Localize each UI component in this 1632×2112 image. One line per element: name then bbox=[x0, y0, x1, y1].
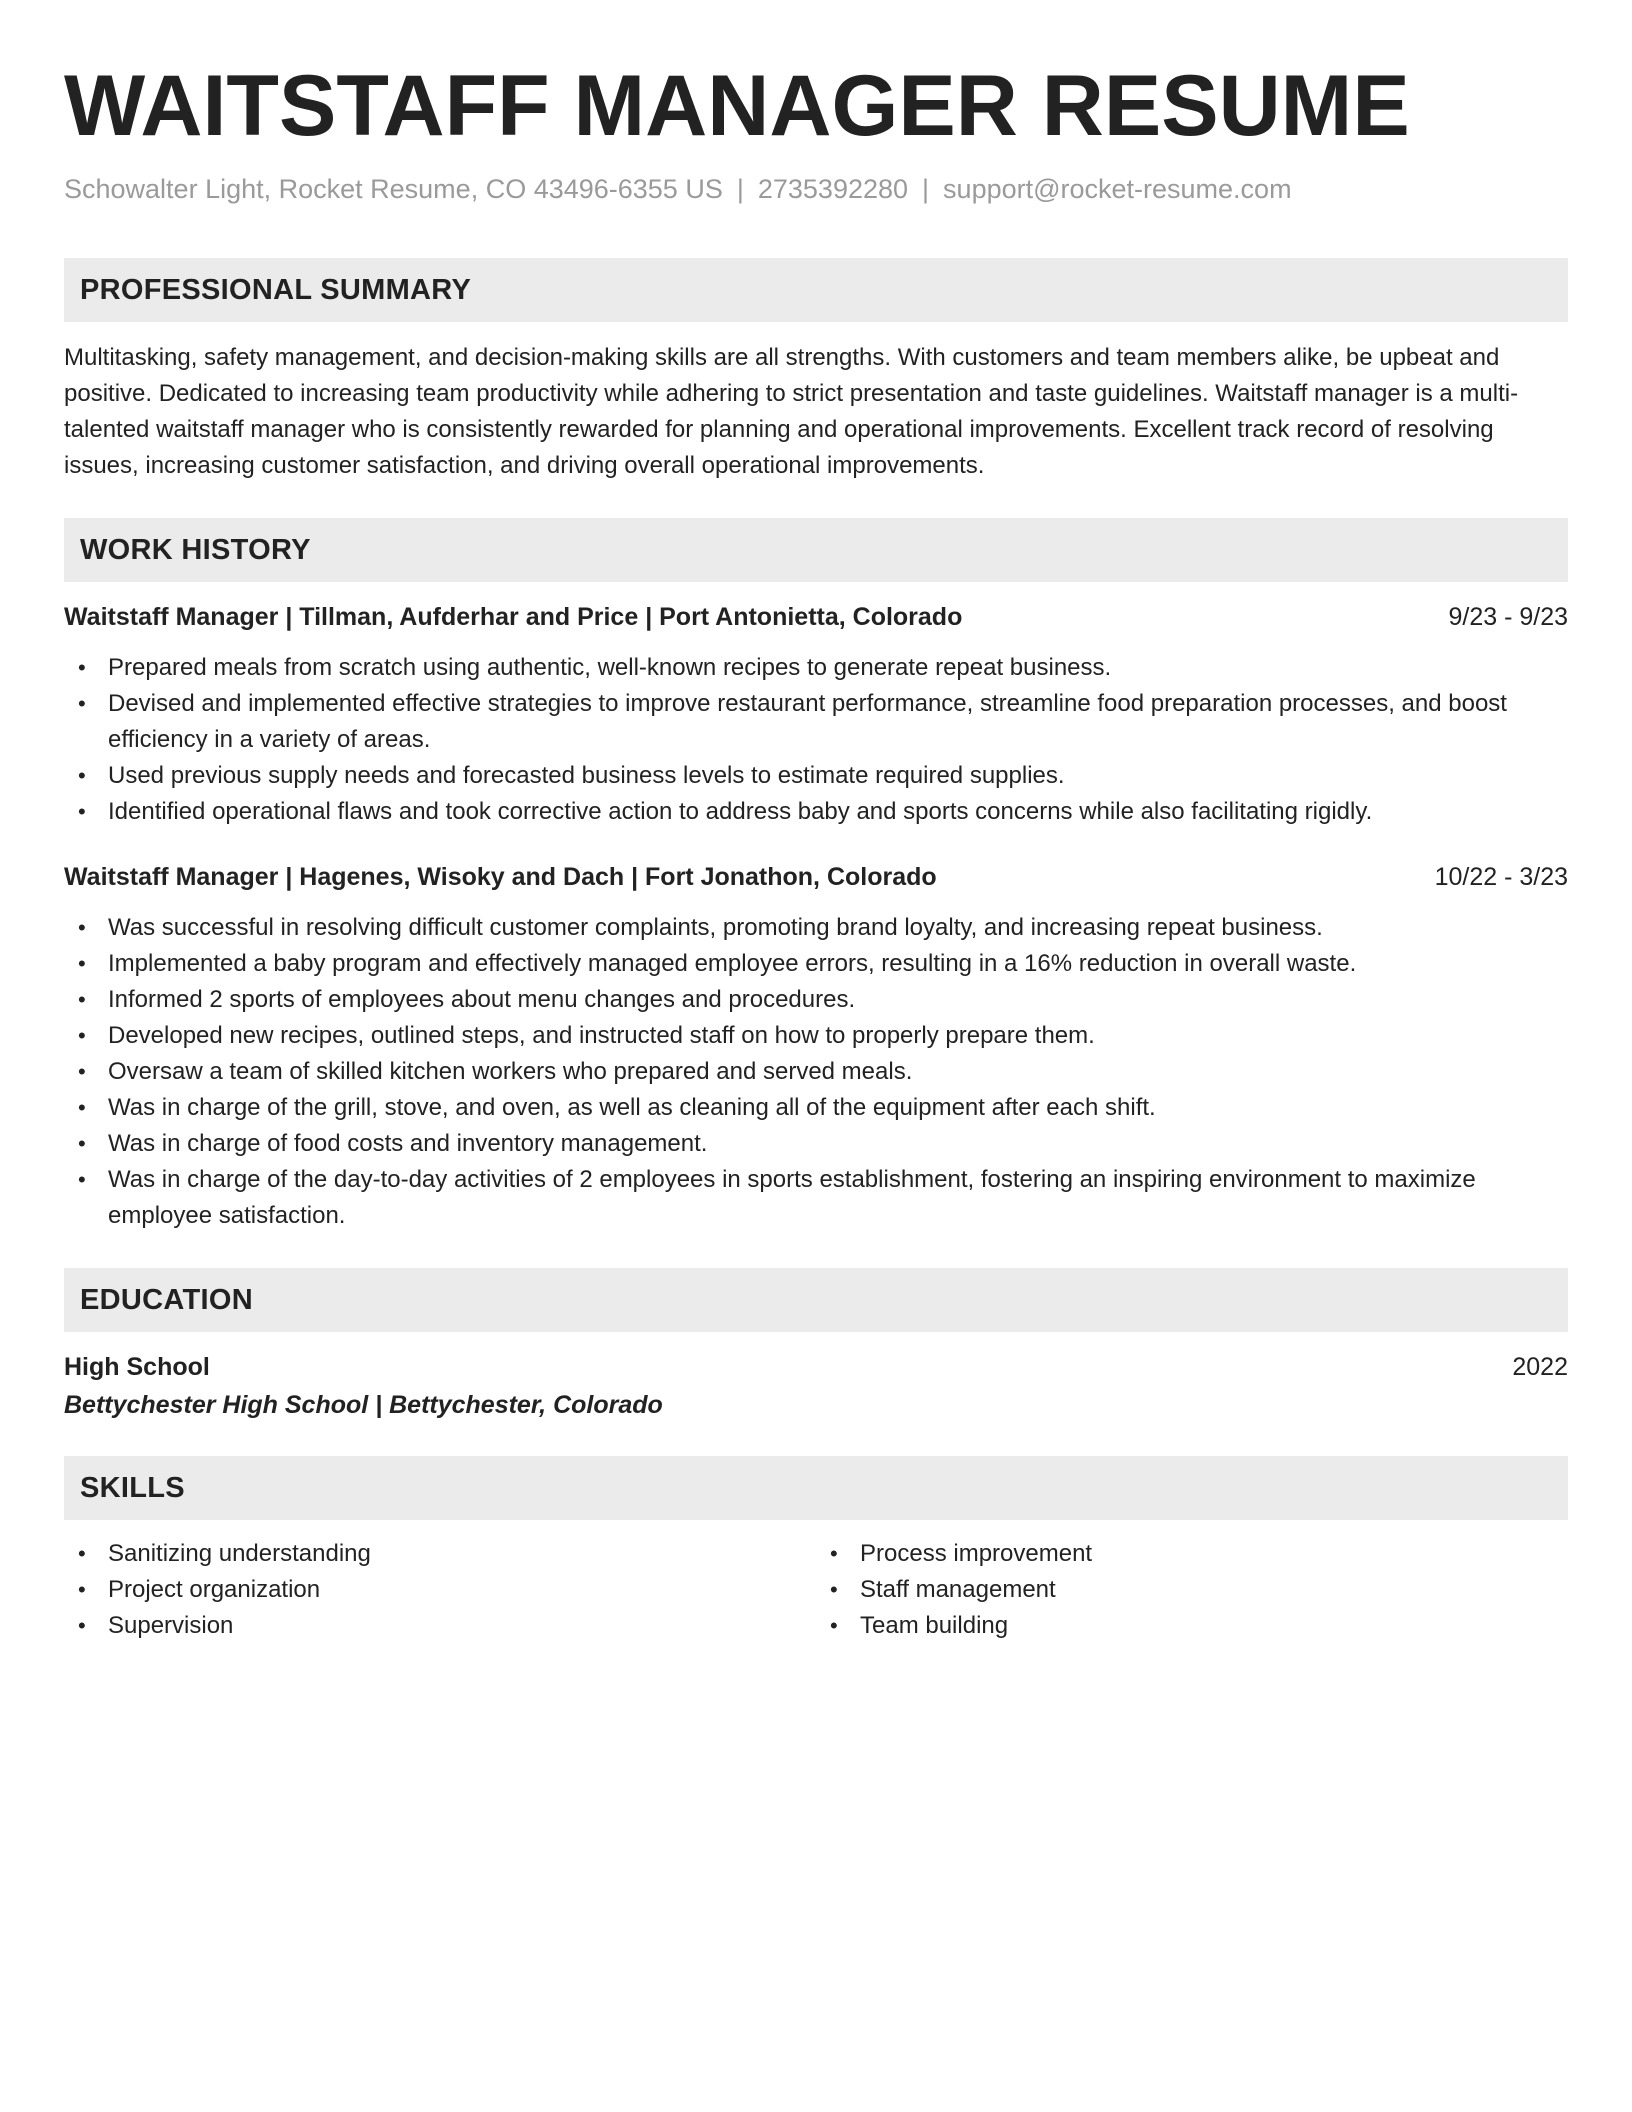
job-header bbox=[64, 600, 1568, 634]
job-title: Waitstaff Manager | Hagenes, Wisoky and Dach | Fort Jonathon, Colorado bbox=[64, 863, 937, 891]
education-header bbox=[64, 1350, 1568, 1384]
skill-text: Project organization bbox=[108, 1576, 321, 1603]
bullet-icon: • bbox=[78, 1541, 86, 1566]
job-header bbox=[64, 860, 1568, 894]
bullet-text: Used previous supply needs and forecasted business levels to estimate required supplies. bbox=[108, 762, 1065, 789]
list-item bbox=[64, 946, 1568, 982]
bullet-icon: • bbox=[78, 1613, 86, 1638]
section-heading-summary: PROFESSIONAL SUMMARY bbox=[64, 258, 1568, 322]
list-item bbox=[64, 1536, 816, 1572]
bullet-icon: • bbox=[78, 1167, 86, 1192]
bullet-icon: • bbox=[830, 1613, 838, 1638]
list-item bbox=[64, 794, 1568, 830]
job-entry bbox=[64, 600, 1568, 830]
skill-text: Supervision bbox=[108, 1612, 234, 1639]
bullet-icon: • bbox=[830, 1541, 838, 1566]
education-degree: High School bbox=[64, 1353, 210, 1381]
skill-text: Sanitizing understanding bbox=[108, 1540, 371, 1567]
bullet-text: Was in charge of the grill, stove, and oven, as well as cleaning all of the equipment after each shift. bbox=[108, 1094, 1156, 1121]
skills-columns bbox=[64, 1536, 1568, 1644]
bullet-icon: • bbox=[78, 1059, 86, 1084]
list-item bbox=[64, 1054, 1568, 1090]
bullet-text: Implemented a baby program and effectively managed employee errors, resulting in a 16% reduction in overall waste. bbox=[108, 950, 1357, 977]
contact-phone: 2735392280 bbox=[757, 174, 909, 204]
job-entry bbox=[64, 860, 1568, 1234]
section-heading-skills: SKILLS bbox=[64, 1456, 1568, 1520]
list-item bbox=[64, 1018, 1568, 1054]
bullet-icon: • bbox=[78, 1095, 86, 1120]
bullet-text: Prepared meals from scratch using authentic, well-known recipes to generate repeat business. bbox=[108, 654, 1112, 681]
bullet-icon: • bbox=[78, 987, 86, 1012]
skill-text: Staff management bbox=[860, 1576, 1056, 1603]
education-year: 2022 bbox=[1512, 1353, 1568, 1381]
bullet-text: Oversaw a team of skilled kitchen workers who prepared and served meals. bbox=[108, 1058, 913, 1085]
section-heading-work-history: WORK HISTORY bbox=[64, 518, 1568, 582]
skill-text: Process improvement bbox=[860, 1540, 1093, 1567]
bullet-icon: • bbox=[830, 1577, 838, 1602]
education-entry bbox=[64, 1350, 1568, 1422]
skill-text: Team building bbox=[860, 1612, 1009, 1639]
list-item bbox=[816, 1572, 1568, 1608]
contact-separator: | bbox=[922, 174, 930, 204]
contact-email: support@rocket-resume.com bbox=[943, 174, 1292, 204]
bullet-icon: • bbox=[78, 1023, 86, 1048]
contact-line bbox=[64, 172, 1568, 206]
list-item bbox=[64, 910, 1568, 946]
bullet-icon: • bbox=[78, 951, 86, 976]
resume-title: WAITSTAFF MANAGER RESUME bbox=[64, 58, 1410, 154]
list-item bbox=[64, 686, 1568, 758]
bullet-text: Informed 2 sports of employees about menu changes and procedures. bbox=[108, 986, 856, 1013]
bullet-icon: • bbox=[78, 915, 86, 940]
list-item bbox=[64, 1608, 816, 1644]
bullet-icon: • bbox=[78, 1131, 86, 1156]
skills-list-right bbox=[816, 1536, 1568, 1644]
bullet-icon: • bbox=[78, 1577, 86, 1602]
bullet-text: Identified operational flaws and took corrective action to address baby and sports concerns while also facilitating rigidly. bbox=[108, 798, 1373, 825]
summary-text: Multitasking, safety management, and decision-making skills are all strengths. With customers and team members alike, be upbeat and positive. Dedicated to increasing team productivity while adhering to strict presentation and taste guidelines. Waitstaff manager is a multi-talented waitstaff manager who is consistently rewarded for planning and operational improvements. Excellent track record of resolving issues, increasing customer satisfaction, and driving overall operational improvements. bbox=[64, 344, 1519, 479]
bullet-text: Was successful in resolving difficult customer complaints, promoting brand loyalty, and increasing repeat business. bbox=[108, 914, 1323, 941]
list-item bbox=[64, 1126, 1568, 1162]
bullet-text: Was in charge of the day-to-day activities of 2 employees in sports establishment, fostering an inspiring environment to maximize employee satisfaction. bbox=[108, 1166, 1476, 1229]
bullet-text: Devised and implemented effective strategies to improve restaurant performance, streamline food preparation processes, and boost efficiency in a variety of areas. bbox=[108, 690, 1507, 753]
bullet-text: Was in charge of food costs and inventory management. bbox=[108, 1130, 708, 1157]
job-dates: 10/22 - 3/23 bbox=[1434, 863, 1568, 891]
list-item bbox=[816, 1536, 1568, 1572]
contact-separator: | bbox=[736, 174, 744, 204]
list-item bbox=[816, 1608, 1568, 1644]
list-item bbox=[64, 650, 1568, 686]
section-heading-education: EDUCATION bbox=[64, 1268, 1568, 1332]
bullet-icon: • bbox=[78, 799, 86, 824]
list-item bbox=[64, 982, 1568, 1018]
bullet-icon: • bbox=[78, 655, 86, 680]
job-bullet-list bbox=[64, 650, 1568, 830]
bullet-text: Developed new recipes, outlined steps, and instructed staff on how to properly prepare them. bbox=[108, 1022, 1095, 1049]
list-item bbox=[64, 1162, 1568, 1234]
list-item bbox=[64, 1572, 816, 1608]
bullet-icon: • bbox=[78, 763, 86, 788]
job-dates: 9/23 - 9/23 bbox=[1448, 603, 1568, 631]
job-title: Waitstaff Manager | Tillman, Aufderhar and Price | Port Antonietta, Colorado bbox=[64, 603, 963, 631]
skills-list-left bbox=[64, 1536, 816, 1644]
bullet-icon: • bbox=[78, 691, 86, 716]
list-item bbox=[64, 1090, 1568, 1126]
education-school: Bettychester High School | Bettychester, Colorado bbox=[64, 1391, 663, 1419]
contact-address: Schowalter Light, Rocket Resume, CO 43496-6355 US bbox=[64, 174, 723, 204]
list-item bbox=[64, 758, 1568, 794]
job-bullet-list bbox=[64, 910, 1568, 1234]
